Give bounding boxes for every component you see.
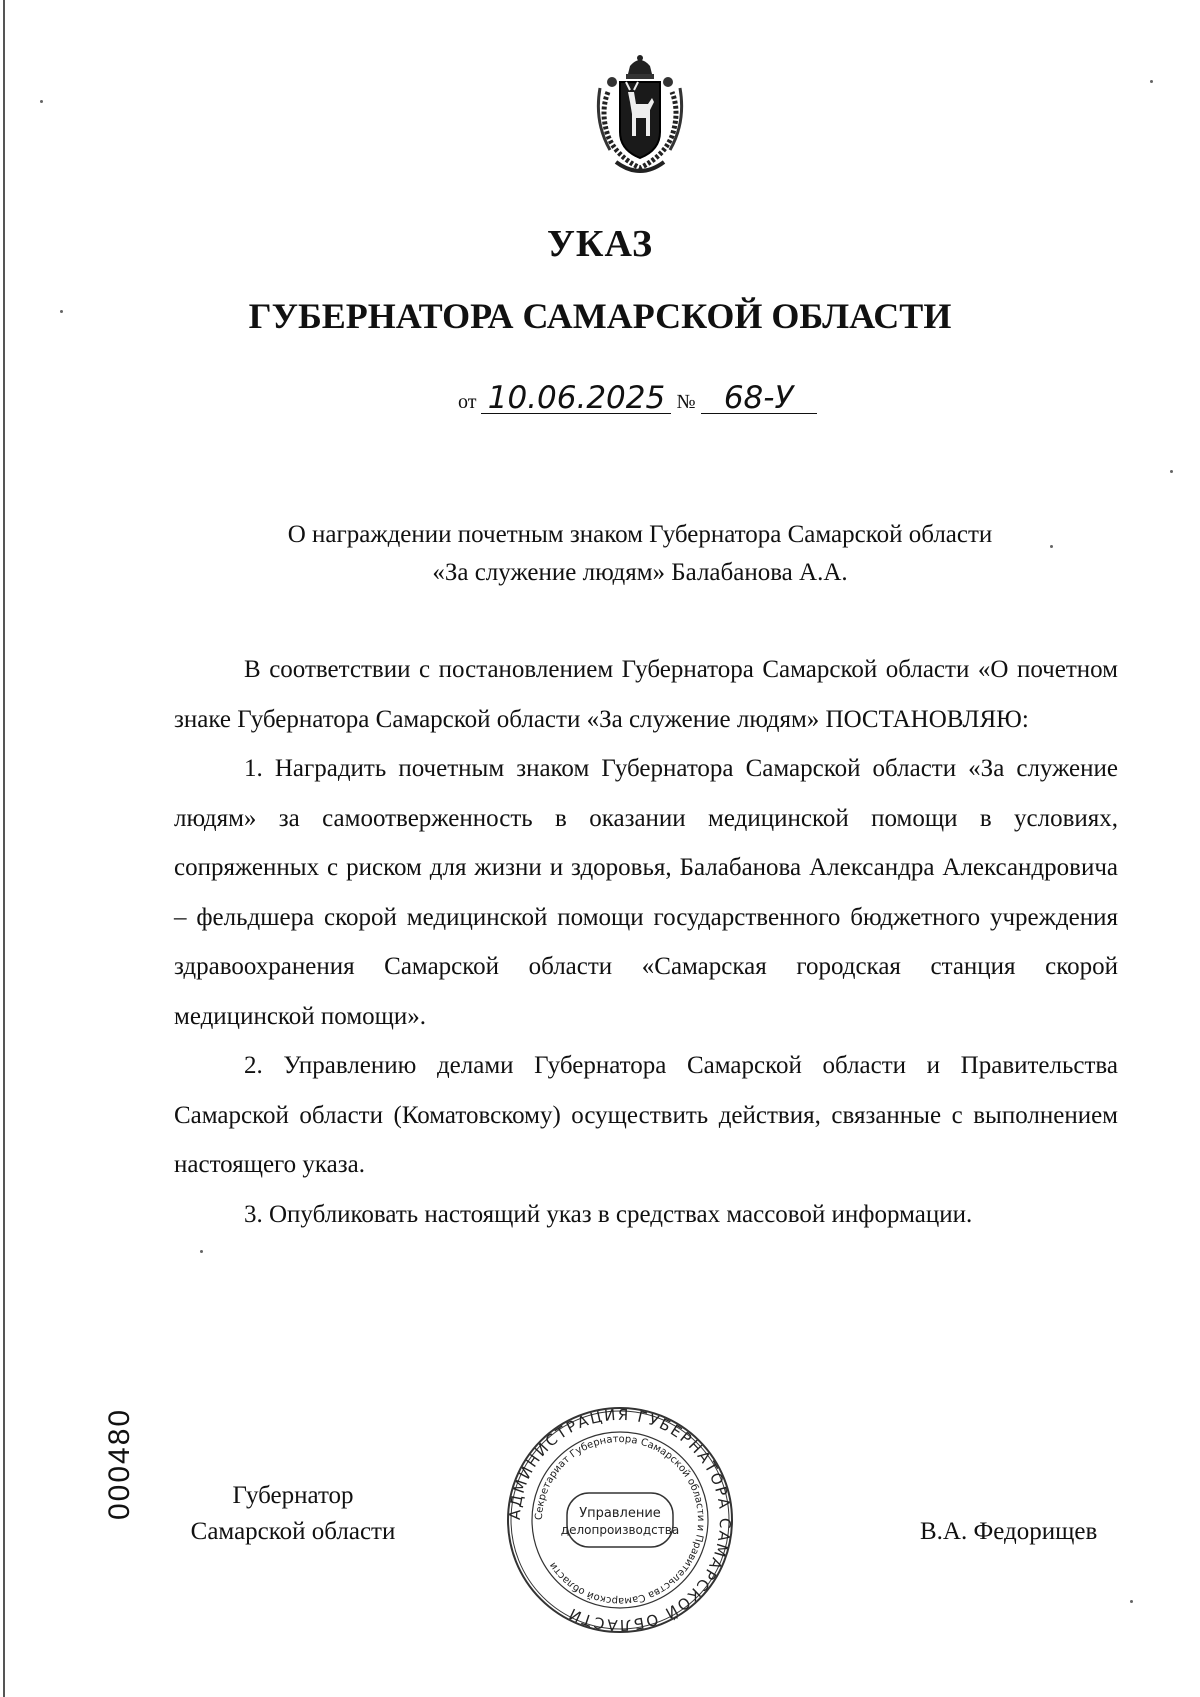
subject-line-2: «За служение людям» Балабанова А.А. [432, 559, 848, 586]
document-body [174, 645, 1118, 1239]
coat-of-arms-icon [590, 52, 690, 182]
document-title: УКАЗ [547, 223, 653, 265]
date-number-line [458, 380, 817, 416]
stamp-inner-text: Секретариат Губернатора Самарской области и Правительства Самарской области [533, 1433, 707, 1607]
document-subject [210, 516, 1070, 592]
handwritten-date: 10.06.2025 [481, 383, 671, 414]
item-1-paragraph: 1. Наградить почетным знаком Губернатора Самарской области «За служение людям» за самоотверженность в оказании медицинской помощи в условиях, сопряженных с риском для жизни и здоровья, Балабанова Александра Александровича – фельдшера скорой медицинской помощи государственного бюджетного учреждения здравоохранения Самарской области «Самарская городская станция скорой медицинской помощи». [174, 755, 1118, 1030]
subject-line-1: О награждении почетным знаком Губернатора Самарской области [287, 521, 993, 548]
official-stamp [505, 1405, 735, 1635]
scan-speck [1170, 470, 1173, 473]
scan-speck [60, 310, 63, 313]
registration-number: 000480 [103, 1407, 136, 1520]
scan-speck [1130, 1600, 1133, 1603]
stamp-center-line-1: Управление [579, 1506, 661, 1521]
stamp-outer-text: АДМИНИСТРАЦИЯ ГУБЕРНАТОРА САМАРСКОЙ ОБЛАСТИ [505, 1405, 735, 1635]
scan-speck [1050, 545, 1053, 548]
scan-speck [40, 100, 43, 103]
signature-title-line-1: Губернатор [232, 1482, 354, 1509]
handwritten-number: 68-У [701, 383, 817, 414]
document-subtitle: ГУБЕРНАТОРА САМАРСКОЙ ОБЛАСТИ [248, 296, 952, 336]
signature-title [168, 1478, 418, 1550]
date-prefix: от [458, 391, 477, 413]
scan-speck [200, 1250, 203, 1253]
stamp-center-line-2: делопроизводства [560, 1523, 680, 1537]
item-3-paragraph: 3. Опубликовать настоящий указ в средствах массовой информации. [244, 1200, 973, 1228]
scan-speck [1150, 80, 1153, 83]
signatory-name: В.А. Федорищев [920, 1518, 1098, 1545]
signature-title-line-2: Самарской области [190, 1518, 396, 1545]
preamble-paragraph: В соответствии с постановлением Губернатора Самарской области «О почетном знаке Губернатора Самарской области «За служение людям» ПОСТАНОВЛЯЮ: [174, 656, 1118, 733]
number-prefix: № [676, 391, 696, 413]
item-2-paragraph: 2. Управлению делами Губернатора Самарской области и Правительства Самарской области (Коматовскому) осуществить действия, связанные с выполнением настоящего указа. [174, 1052, 1118, 1178]
